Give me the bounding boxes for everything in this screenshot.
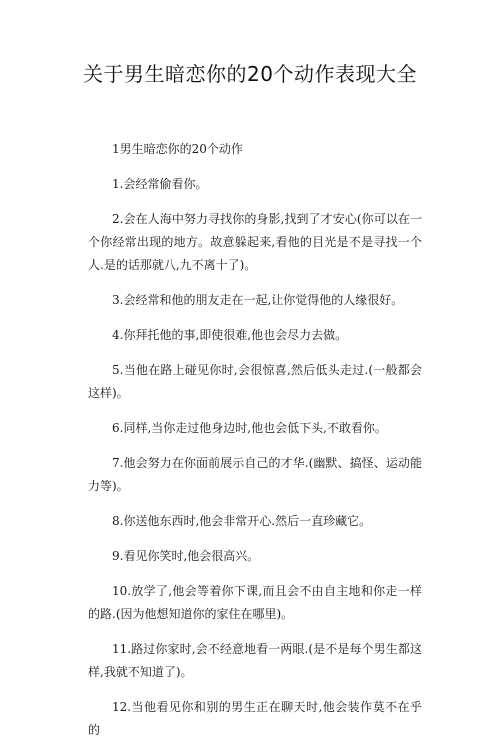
- paragraph: 3.会经常和他的朋友走在一起,让你觉得他的人缘很好。: [112, 293, 404, 307]
- document-title: 关于男生暗恋你的20个动作表现大全: [83, 62, 417, 86]
- paragraph: 4.你拜托他的事,即使很难,他也会尽力去做。: [112, 328, 348, 342]
- paragraph: 6.同样,当你走过他身边时,他也会低下头,不敢看你。: [112, 421, 387, 435]
- paragraph: 12.当他看见你和别的男生正在聊天时,他会装作莫不在乎的: [88, 700, 422, 737]
- paragraph: 7.他会努力在你面前展示自己的才华.(幽默、搞怪、运动能力等)。: [88, 456, 422, 493]
- paragraph: 5.当他在路上碰见你时,会很惊喜,然后低头走过.(一般都会这样)。: [88, 363, 422, 400]
- paragraph: 1.会经常偷看你。: [112, 177, 208, 191]
- paragraph: 10.放学了,他会等着你下课,而且会不由自主地和你走一样的路.(因为他想知道你的家住在哪里)。: [88, 584, 422, 621]
- document-body: [88, 138, 422, 754]
- paragraph: 8.你送他东西时,他会非常开心.然后一直珍藏它。: [112, 514, 372, 528]
- paragraph-heading: 1男生暗恋你的20个动作: [112, 142, 243, 156]
- paragraph: 11.路过你家时,会不经意地看一两眼.(是不是每个男生都这样,我就不知道了)。: [88, 642, 422, 679]
- paragraph: 9.看见你笑时,他会很高兴。: [112, 549, 260, 563]
- paragraph: 2.会在人海中努力寻找你的身影,找到了才安心(你可以在一个你经常出现的地方。故意躲起来,看他的目光是不是寻找一个人.是的话那就八,九不离十了)。: [88, 212, 422, 272]
